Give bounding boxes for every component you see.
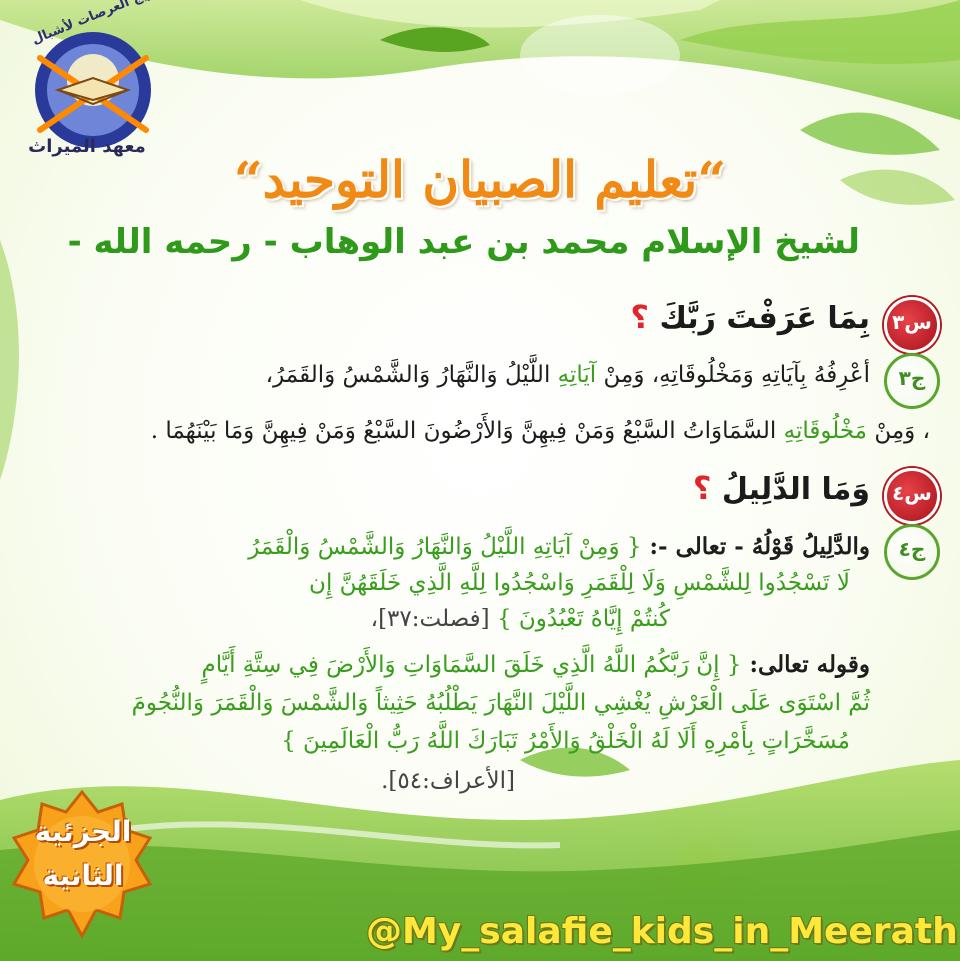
question-3: [630, 298, 870, 336]
part-badge-line-1: الجزئية: [34, 815, 132, 848]
question-4-badge-label: س٤: [892, 481, 932, 505]
answer-4-line-7: [الأعراف:٥٤].: [381, 768, 515, 794]
answer-4-line-3: كُنتُمْ إِيَّاهُ تَعْبُدُونَ } [فصلت:٣٧]،: [370, 606, 670, 632]
answer-3-badge: [884, 353, 940, 409]
question-mark-icon: ؟: [630, 298, 649, 336]
answer-3-badge-label: ج٣: [898, 366, 926, 390]
answer-4-line-6: مُسَخَّرَاتٍ بِأَمْرِهِ أَلَا لَهُ الْخَلْقُ وَالأَمْرُ تَبَارَكَ اللَّهُ رَبُّ الْعَالَمِينَ }: [281, 728, 850, 754]
page-title: “تعليم الصبيان التوحيد“: [233, 150, 727, 209]
answer-4-badge: [884, 524, 940, 580]
question-4-text: وَمَا الدَّلِيلُ: [721, 472, 870, 507]
page-subtitle: لشيخ الإسلام محمد بن عبد الوهاب - رحمه الله -: [67, 222, 860, 262]
question-3-badge: [884, 297, 940, 353]
answer-4-line-1: والدَّلِيلُ قَوْلُهُ - تعالى -: { وَمِنْ آيَاتِهِ اللَّيْلُ وَالنَّهَارُ وَالشَّمْسُ وَالْقَمَرُ: [248, 533, 870, 560]
answer-3-line-2: ، وَمِنْ مَخْلُوقَاتِهِ السَّمَاوَاتُ السَّبْعُ وَمَنْ فِيهِنَّ وَالأَرْضُونَ السَّبْعُ وَمَنْ فِيهِنَّ وَمَا بَيْنَهُمَا .: [150, 418, 930, 444]
question-mark-icon: ؟: [692, 469, 712, 507]
social-handle: @My_salafie_kids_in_Meerath: [366, 911, 958, 952]
part-badge-line-2: الثانية: [42, 859, 124, 892]
answer-4-line-4: وقوله تعالى: { إِنَّ رَبَّكُمُ اللَّهُ الَّذِي خَلَقَ السَّمَاوَاتِ وَالأَرْضَ فِي سِتَّةِ أَيَّامٍ: [201, 651, 870, 678]
answer-4-line-5: ثُمَّ اسْتَوَى عَلَى الْعَرْشِ يُغْشِي اللَّيْلَ النَّهَارَ يَطْلُبُهُ حَثِيثاً وَالشَّمْسَ وَالْقَمَرَ وَالنُّجُومَ: [131, 690, 870, 716]
logo-bottom-text: معهد الميراث: [28, 136, 146, 157]
answer-3-line-1: أعْرِفُهُ بِآيَاتِهِ وَمَخْلُوقَاتِهِ، وَمِنْ آيَاتِهِ اللَّيْلُ وَالنَّهَارُ وَالشَّمْسُ وَالقَمَرُ،: [265, 362, 870, 388]
question-3-badge-label: س٣: [892, 310, 932, 334]
question-3-text: بِمَا عَرَفْتَ رَبَّكَ: [659, 301, 870, 336]
part-badge-text: [18, 810, 148, 898]
answer-4-line-2: لَا تَسْجُدُوا لِلشَّمْسِ وَلَا لِلْقَمَرِ وَاسْجُدُوا لِلَّهِ الَّذِي خَلَقَهُنَّ إِن: [309, 570, 850, 596]
question-4: [693, 469, 870, 507]
question-4-badge: [884, 468, 940, 524]
answer-4-badge-label: ج٤: [898, 537, 926, 561]
